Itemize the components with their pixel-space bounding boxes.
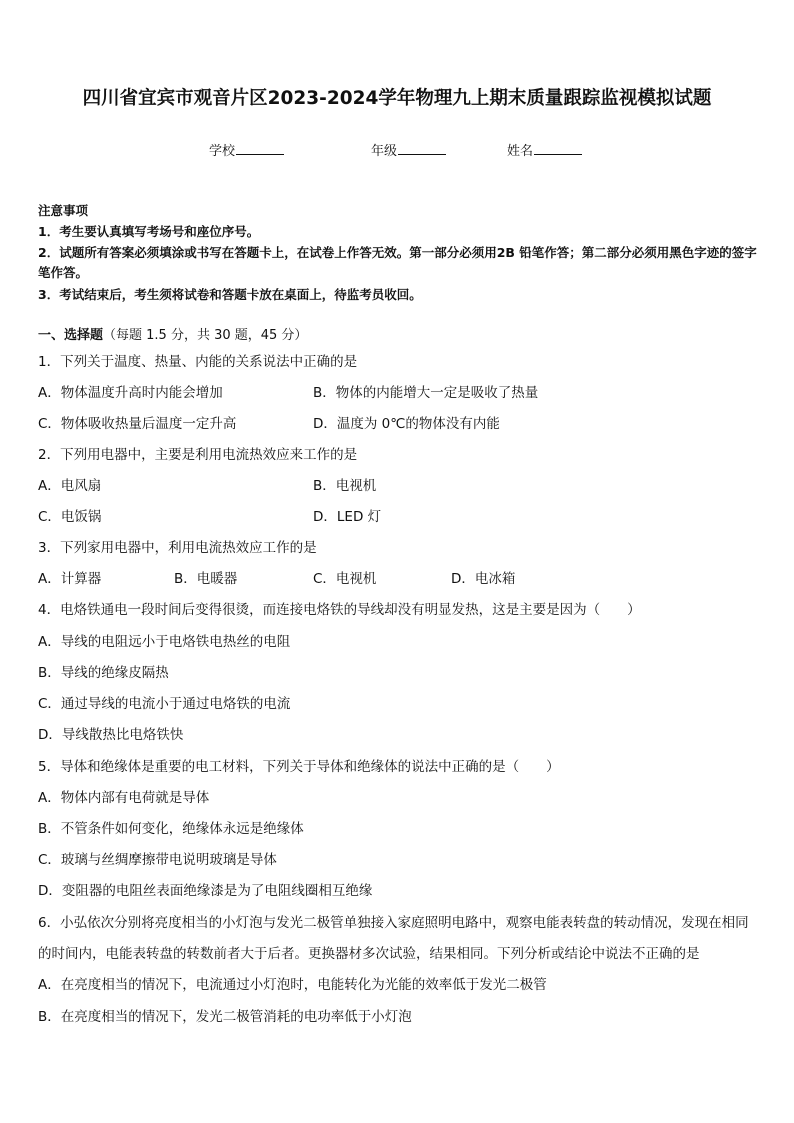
- question-stem: 2．下列用电器中，主要是利用电流热效应来工作的是: [38, 447, 358, 463]
- notes-header: 注意事项: [38, 203, 89, 218]
- option-d: D．LED 灯: [313, 509, 382, 525]
- note-item: 2．试题所有答案必须填涂或书写在答题卡上，在试卷上作答无效。第一部分必须用2B 铅笔作答；第二部分必须用黑色字迹的签字笔作答。: [38, 245, 757, 280]
- name-blank: [534, 140, 582, 155]
- option-b: B．物体的内能增大一定是吸收了热量: [313, 385, 539, 401]
- grade-field: [371, 140, 446, 160]
- option-b: B．电视机: [313, 478, 377, 494]
- name-field: [507, 140, 582, 160]
- option-a: A．计算器: [38, 571, 102, 587]
- school-blank: [236, 140, 284, 155]
- school-field: [209, 140, 284, 160]
- note-item: 1．考生要认真填写考场号和座位序号。: [38, 224, 260, 239]
- option-d: D．温度为 0℃的物体没有内能: [313, 416, 500, 432]
- section-heading: [38, 326, 307, 346]
- option-b: B．电暖器: [174, 571, 238, 587]
- question-stem: 3．下列家用电器中，利用电流热效应工作的是: [38, 540, 317, 556]
- option-a: A．物体内部有电荷就是导体: [38, 790, 210, 806]
- option-b: B．在亮度相当的情况下，发光二极管消耗的电功率低于小灯泡: [38, 1009, 412, 1025]
- note-item: 3．考试结束后，考生须将试卷和答题卡放在桌面上，待监考员收回。: [38, 287, 422, 302]
- option-a: A．在亮度相当的情况下，电流通过小灯泡时，电能转化为光能的效率低于发光二极管: [38, 977, 547, 993]
- option-c: C．通过导线的电流小于通过电烙铁的电流: [38, 696, 291, 712]
- page-title: 四川省宜宾市观音片区2023-2024学年物理九上期末质量跟踪监视模拟试题: [82, 88, 712, 109]
- question-stem: 6．小弘依次分别将亮度相当的小灯泡与发光二极管单独接入家庭照明电路中，观察电能表转盘的转动情况，发现在相同的时间内，电能表转盘的转数前者大于后者。更换器材多次试验，结果相同。下列分析或结论中说法不正确的是: [38, 915, 749, 962]
- question-stem: 1．下列关于温度、热量、内能的关系说法中正确的是: [38, 354, 358, 370]
- grade-blank: [398, 140, 446, 155]
- name-label: 姓名: [507, 144, 534, 159]
- option-c: C．物体吸收热量后温度一定升高: [38, 416, 237, 432]
- option-d: D．电冰箱: [451, 571, 516, 587]
- option-d: D．导线散热比电烙铁快: [38, 727, 184, 743]
- option-b: B．导线的绝缘皮隔热: [38, 665, 169, 681]
- option-c: C．玻璃与丝绸摩擦带电说明玻璃是导体: [38, 852, 277, 868]
- question-stem: 5．导体和绝缘体是重要的电工材料，下列关于导体和绝缘体的说法中正确的是（ ）: [38, 759, 560, 775]
- option-c: C．电饭锅: [38, 509, 102, 525]
- option-a: A．导线的电阻远小于电烙铁电热丝的电阻: [38, 634, 291, 650]
- section-label: 一、选择题: [38, 328, 104, 343]
- option-a: A．电风扇: [38, 478, 102, 494]
- section-detail: （每题 1.5 分，共 30 题，45 分）: [103, 328, 308, 343]
- grade-label: 年级: [371, 144, 398, 159]
- option-c: C．电视机: [313, 571, 377, 587]
- option-a: A．物体温度升高时内能会增加: [38, 385, 223, 401]
- option-b: B．不管条件如何变化，绝缘体永远是绝缘体: [38, 821, 304, 837]
- question-stem: 4．电烙铁通电一段时间后变得很烫，而连接电烙铁的导线却没有明显发热，这是主要是因为（ ）: [38, 602, 641, 618]
- option-d: D．变阻器的电阻丝表面绝缘漆是为了电阻线圈相互绝缘: [38, 883, 373, 899]
- school-label: 学校: [209, 144, 236, 159]
